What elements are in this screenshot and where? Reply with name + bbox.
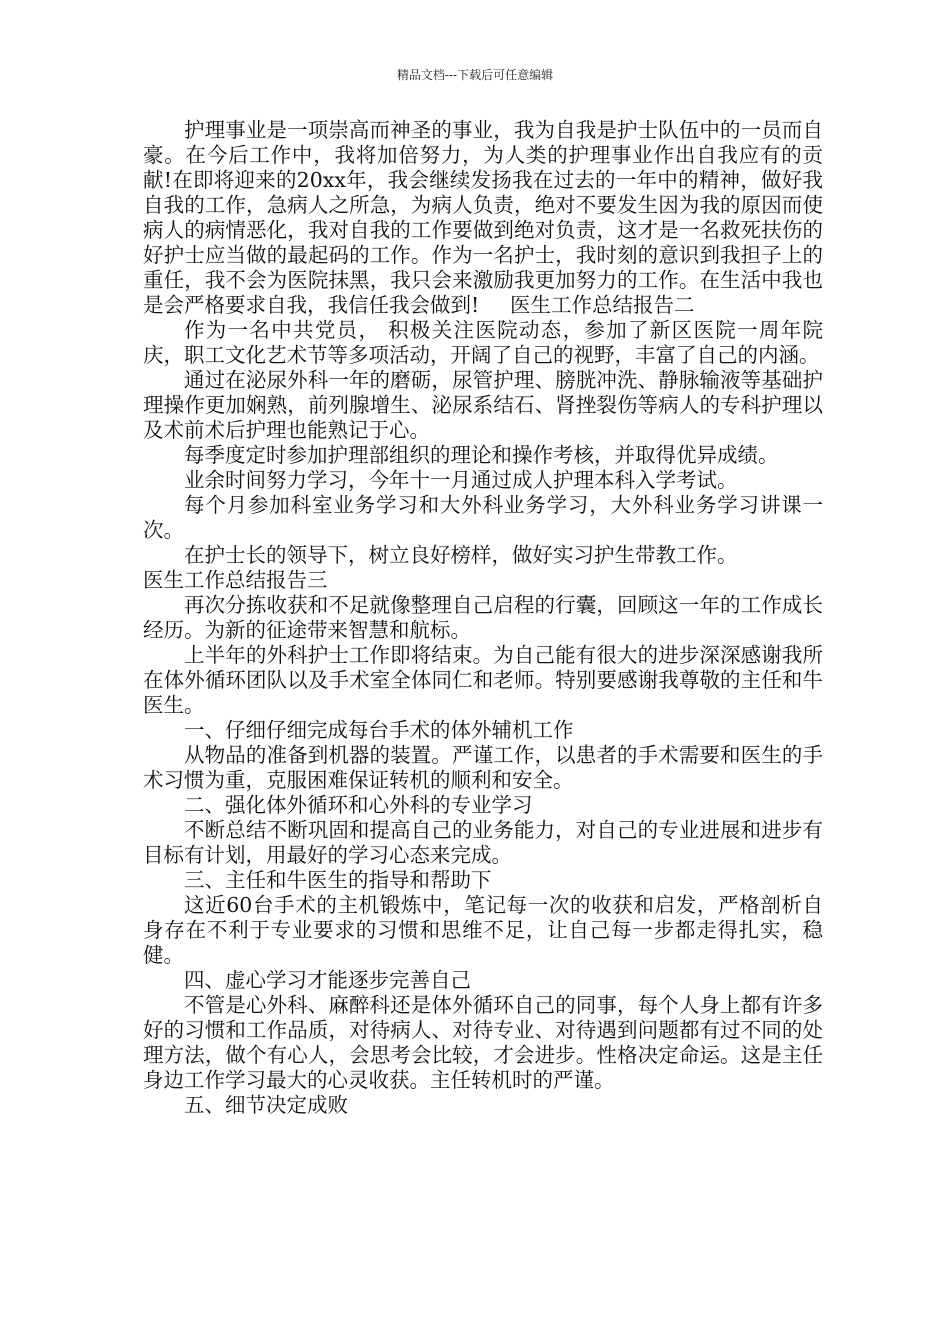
page-header: 精品文档---下载后可任意编辑 bbox=[396, 68, 554, 82]
section-heading: 五、细节决定成败 bbox=[184, 1093, 348, 1117]
section-heading: 二、强化体外循环和心外科的专业学习 bbox=[184, 793, 533, 817]
paragraph: 这近60台手术的主机锻炼中，笔记每一次的收获和启发，严格剖析自身存在不利于专业要求的习惯和思维不足，让自己每一步都走得扎实，稳健。 bbox=[143, 893, 823, 967]
paragraph: 不管是心外科、麻醉科还是体外循环自己的同事，每个人身上都有许多好的习惯和工作品质，对待病人、对待专业、对待遇到问题都有过不同的处理方法，做个有心人，会思考会比较，才会进步。性格决定命运。这是主任身边工作学习最大的心灵收获。主任转机时的严谨。 bbox=[143, 993, 823, 1092]
paragraph: 作为一名中共党员， 积极关注医院动态，参加了新区医院一周年院庆，职工文化艺术节等多项活动，开阔了自己的视野，丰富了自己的内涵。 bbox=[143, 318, 823, 367]
paragraph: 再次分拣收获和不足就像整理自己启程的行囊，回顾这一年的工作成长经历。为新的征途带来智慧和航标。 bbox=[143, 593, 823, 642]
paragraph: 从物品的准备到机器的装置。严谨工作，以患者的手术需要和医生的手术习惯为重，克服困难保证转机的顺利和安全。 bbox=[143, 743, 823, 792]
paragraph: 每个月参加科室业务学习和大外科业务学习，大外科业务学习讲课一次。 bbox=[143, 493, 823, 542]
paragraph-text: 护理事业是一项崇高而神圣的事业，我为自我是护士队伍中的一员而自豪。在今后工作中，我将加倍努力，为人类的护理事业作出自我应有的贡献!在即将迎来的20xx年，我会继续发扬我在过去的一年中的精神，做好我自我的工作，急病人之所急，为病人负责，绝对不要发生因为我的原因而使病人的病情恶化，我对自我的工作要做到绝对负责，这才是一名救死扶伤的好护士应当做的最起码的工作。作为一名护士，我时刻的意识到我担子上的重任，我不会为医院抹黑，我只会来激励我更加努力的工作。在生活中我也是会严格要求自我，我信任我会做到! bbox=[143, 118, 823, 317]
paragraph: 在护士长的领导下，树立良好榜样，做好实习护生带教工作。 bbox=[184, 543, 738, 567]
paragraph bbox=[143, 118, 823, 318]
section-title-report-two: 医生工作总结报告二 bbox=[510, 293, 695, 317]
paragraph: 不断总结不断巩固和提高自己的业务能力，对自己的专业进展和进步有目标有计划，用最好的学习心态来完成。 bbox=[143, 818, 823, 867]
section-heading: 四、虚心学习才能逐步完善自己 bbox=[184, 968, 471, 992]
document-body bbox=[143, 118, 823, 1118]
paragraph: 业余时间努力学习，今年十一月通过成人护理本科入学考试。 bbox=[184, 468, 738, 492]
section-title-report-three: 医生工作总结报告三 bbox=[143, 568, 328, 592]
section-heading: 一、仔细仔细完成每台手术的体外辅机工作 bbox=[184, 718, 574, 742]
section-heading: 三、主任和牛医生的指导和帮助下 bbox=[184, 868, 492, 892]
paragraph: 上半年的外科护士工作即将结束。为自己能有很大的进步深深感谢我所在体外循环团队以及手术室全体同仁和老师。特别要感谢我尊敬的主任和牛医生。 bbox=[143, 643, 823, 717]
paragraph: 通过在泌尿外科一年的磨砺，尿管护理、膀胱冲洗、静脉输液等基础护理操作更加娴熟，前列腺增生、泌尿系结石、肾挫裂伤等病人的专科护理以及术前术后护理也能熟记于心。 bbox=[143, 368, 823, 442]
paragraph: 每季度定时参加护理部组织的理论和操作考核，并取得优异成绩。 bbox=[184, 443, 779, 467]
